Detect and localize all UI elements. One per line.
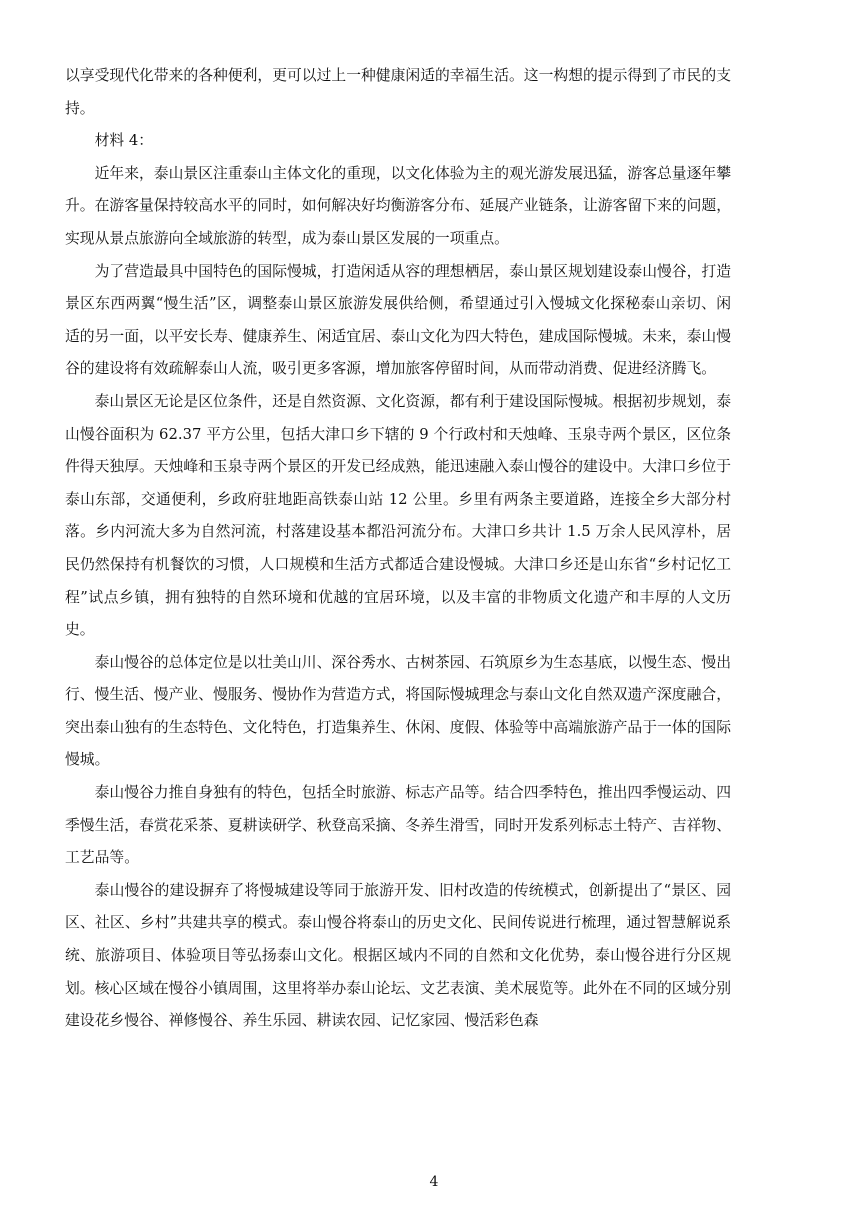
paragraph-continued: 以享受现代化带来的各种便利，更可以过上一种健康闲适的幸福生活。这一构想的提示得到了市民的支持。 — [65, 67, 731, 117]
paragraph: 泰山慢谷的建设摒弃了将慢城建设等同于旅游开发、旧村改造的传统模式，创新提出了“景区、园区、社区、乡村”共建共享的模式。泰山慢谷将泰山的历史文化、民间传说进行梳理，通过智慧解说系统、旅游项目、体验项目等弘扬泰山文化。根据区域内不同的自然和文化优势，泰山慢谷进行分区规划。核心区域在慢谷小镇周围，这里将举办泰山论坛、文艺表演、美术展览等。此外在不同的区域分别建设花乡慢谷、禅修慢谷、养生乐园、耕读农园、记忆家园、慢活彩色森 — [65, 881, 731, 1030]
paragraph: 近年来，泰山景区注重泰山主体文化的重现，以文化体验为主的观光游发展迅猛，游客总量逐年攀升。在游客量保持较高水平的同时，如何解决好均衡游客分布、延展产业链条，让游客留下来的问题，实现从景点旅游向全域旅游的转型，成为泰山景区发展的一项重点。 — [65, 164, 731, 247]
paragraph: 泰山慢谷的总体定位是以壮美山川、深谷秀水、古树茶园、石筑原乡为生态基底，以慢生态、慢出行、慢生活、慢产业、慢服务、慢协作为营造方式，将国际慢城理念与泰山文化自然双遗产深度融合，突出泰山独有的生态特色、文化特色，打造集养生、休闲、度假、体验等中高端旅游产品于一体的国际慢城。 — [65, 653, 731, 769]
paragraph: 为了营造最具中国特色的国际慢城，打造闲适从容的理想栖居，泰山景区规划建设泰山慢谷，打造景区东西两翼“慢生活”区，调整泰山景区旅游发展供给侧，希望通过引入慢城文化探秘泰山亲切、闲适的另一面，以平安长寿、健康养生、闲适宜居、泰山文化为四大特色，建成国际慢城。未来，泰山慢谷的建设将有效疏解泰山人流，吸引更多客源，增加旅客停留时间，从而带动消费、促进经济腾飞。 — [65, 262, 731, 378]
material-heading: 材料 4： — [94, 132, 154, 150]
paragraph: 泰山景区无论是区位条件，还是自然资源、文化资源，都有利于建设国际慢城。根据初步规划，泰山慢谷面积为 62.37 平方公里，包括大津口乡下辖的 9 个行政村和天烛峰、玉泉寺两个景区，区位条件得天独厚。天烛峰和玉泉寺两个景区的开发已经成熟，能迅速融入泰山慢谷的建设中。大津口乡位于泰山东部，交通便利，乡政府驻地距高铁泰山站 12 公里。乡里有两条主要道路，连接全乡大部分村落。乡内河流大多为自然河流，村落建设基本都沿河流分布。大津口乡共计 1.5 万余人民风淳朴，居民仍然保持有机餐饮的习惯，人口规模和生活方式都适合建设慢城。大津口乡还是山东省“乡村记忆工程”试点乡镇，拥有独特的自然环境和优越的宜居环境，以及丰富的非物质文化遗产和丰厚的人文历史。 — [65, 392, 731, 639]
page-number: 4 — [429, 1174, 439, 1190]
paragraph: 泰山慢谷力推自身独有的特色，包括全时旅游、标志产品等。结合四季特色，推出四季慢运动、四季慢生活，春赏花采茶、夏耕读研学、秋登高采摘、冬养生滑雪，同时开发系列标志土特产、吉祥物、工艺品等。 — [65, 784, 731, 867]
document-body — [65, 60, 731, 1038]
